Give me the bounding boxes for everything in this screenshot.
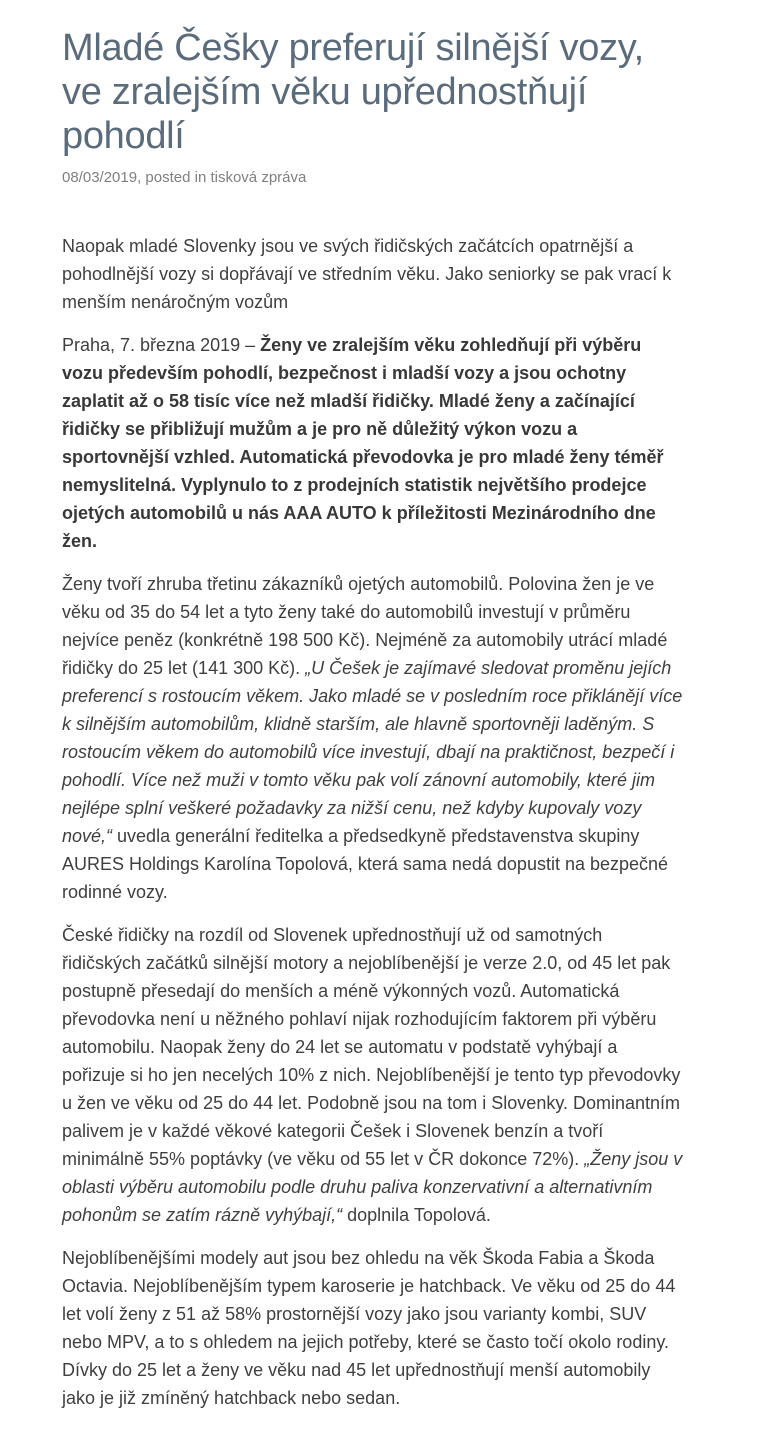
- text-run-italic: „Ženy jsou v oblasti výběru automobilu podle druhu paliva konzervativní a alternativním pohonům se zatím rázně vyhýbají,“: [62, 1149, 683, 1226]
- text-run-normal: Praha, 7. března 2019 –: [62, 335, 261, 356]
- text-run-normal: Naopak mladé Slovenky jsou ve svých řidičských začátcích opatrnější a pohodlnější vozy si dopřávají ve středním věku. Jako seniorky se pak vrací k menším nenáročným vozům: [62, 236, 672, 313]
- article-body: [62, 232, 684, 1412]
- preferences-paragraph: [62, 921, 684, 1229]
- text-run-normal: České řidičky na rozdíl od Slovenek upřednostňují už od samotných řidičských začátků silnější motory a nejoblíbenější je verze 2.0, od 45 let pak postupně přesedají do menších a méně výkonných vozů. Automatická převodovka není u něžného pohlaví nijak rozhodujícím faktorem při výběru automobilu. Naopak ženy do 24 let se automatu v podstatě vyhýbají a pořizuje si ho jen necelých 10% z nich. Nejoblíbenější je tento typ převodovky u žen ve věku od 25 do 44 let. Podobně jsou na tom i Slovenky. Dominantním palivem je v každé věkové kategorii Češek i Slovenek benzín a tvoří minimálně 55% poptávky (ve věku od 55 let v ČR dokonce 72%).: [62, 925, 681, 1170]
- category-link[interactable]: tisková zpráva: [210, 169, 307, 187]
- statistics-paragraph: [62, 570, 684, 906]
- text-run-normal: Ženy tvoří zhruba třetinu zákazníků ojetých automobilů. Polovina žen je ve věku od 35 do 54 let a tyto ženy také do automobilů investují v průměru nejvíce peněz (konkrétně 198 500 Kč). Nejméně za automobily utrácí mladé řidičky do 25 let (141 300 Kč).: [62, 574, 668, 679]
- press-release-paragraph: [62, 331, 684, 555]
- page-title: Mladé Češky preferují silnější vozy, ve zralejším věku upřednostňují pohodlí: [62, 27, 644, 158]
- text-run-normal: doplnila Topolová.: [342, 1205, 491, 1226]
- text-run-normal: Nejoblíbenějšími modely aut jsou bez ohledu na věk Škoda Fabia a Škoda Octavia. Nejoblíbenějším typem karoserie je hatchback. Ve věku od 25 do 44 let volí ženy z 51 až 58% prostornější vozy jako jsou varianty kombi, SUV nebo MPV, a to s ohledem na jejich potřeby, které se často točí okolo rodiny. Dívky do 25 let a ženy ve věku nad 45 let upřednostňují menší automobily jako je již zmíněný hatchback nebo sedan.: [62, 1248, 676, 1409]
- text-run-italic: „U Češek je zajímavé sledovat proměnu jejích preferencí s rostoucím věkem. Jako mladé se v posledním roce přiklánějí více k silnějším automobilům, klidně starším, ale hlavně sportovněji laděným. S rostoucím věkem do automobilů více investují, dbají na praktičnost, bezpečí i pohodlí. Více než muži v tomto věku pak volí zánovní automobily, které jim nejlépe splní veškeré požadavky za nižší cenu, než kdyby kupovaly vozy nové,“: [62, 658, 683, 847]
- post-meta: [62, 168, 684, 188]
- post-date: 08/03/2019: [62, 169, 138, 187]
- lead-paragraph: [62, 232, 684, 316]
- posted-in-text: , posted in: [137, 169, 211, 187]
- models-paragraph: [62, 1244, 684, 1412]
- text-run-normal: uvedla generální ředitelka a předsedkyně představenstva skupiny AURES Holdings Karolína Topolová, která sama nedá dopustit na bezpečné rodinné vozy.: [62, 826, 669, 903]
- text-run-bold: Ženy ve zralejším věku zohledňují při výběru vozu především pohodlí, bezpečnost i mladší vozy a jsou ochotny zaplatit až o 58 tisíc více než mladší řidičky. Mladé ženy a začínající řidičky se přibližují mužům a je pro ně důležitý výkon vozu a sportovnější vzhled. Automatická převodovka je pro mladé ženy téměř nemyslitelná. Vyplynulo to z prodejních statistik největšího prodejce ojetých automobilů u nás AAA AUTO k příležitosti Mezinárodního dne žen.: [62, 335, 664, 552]
